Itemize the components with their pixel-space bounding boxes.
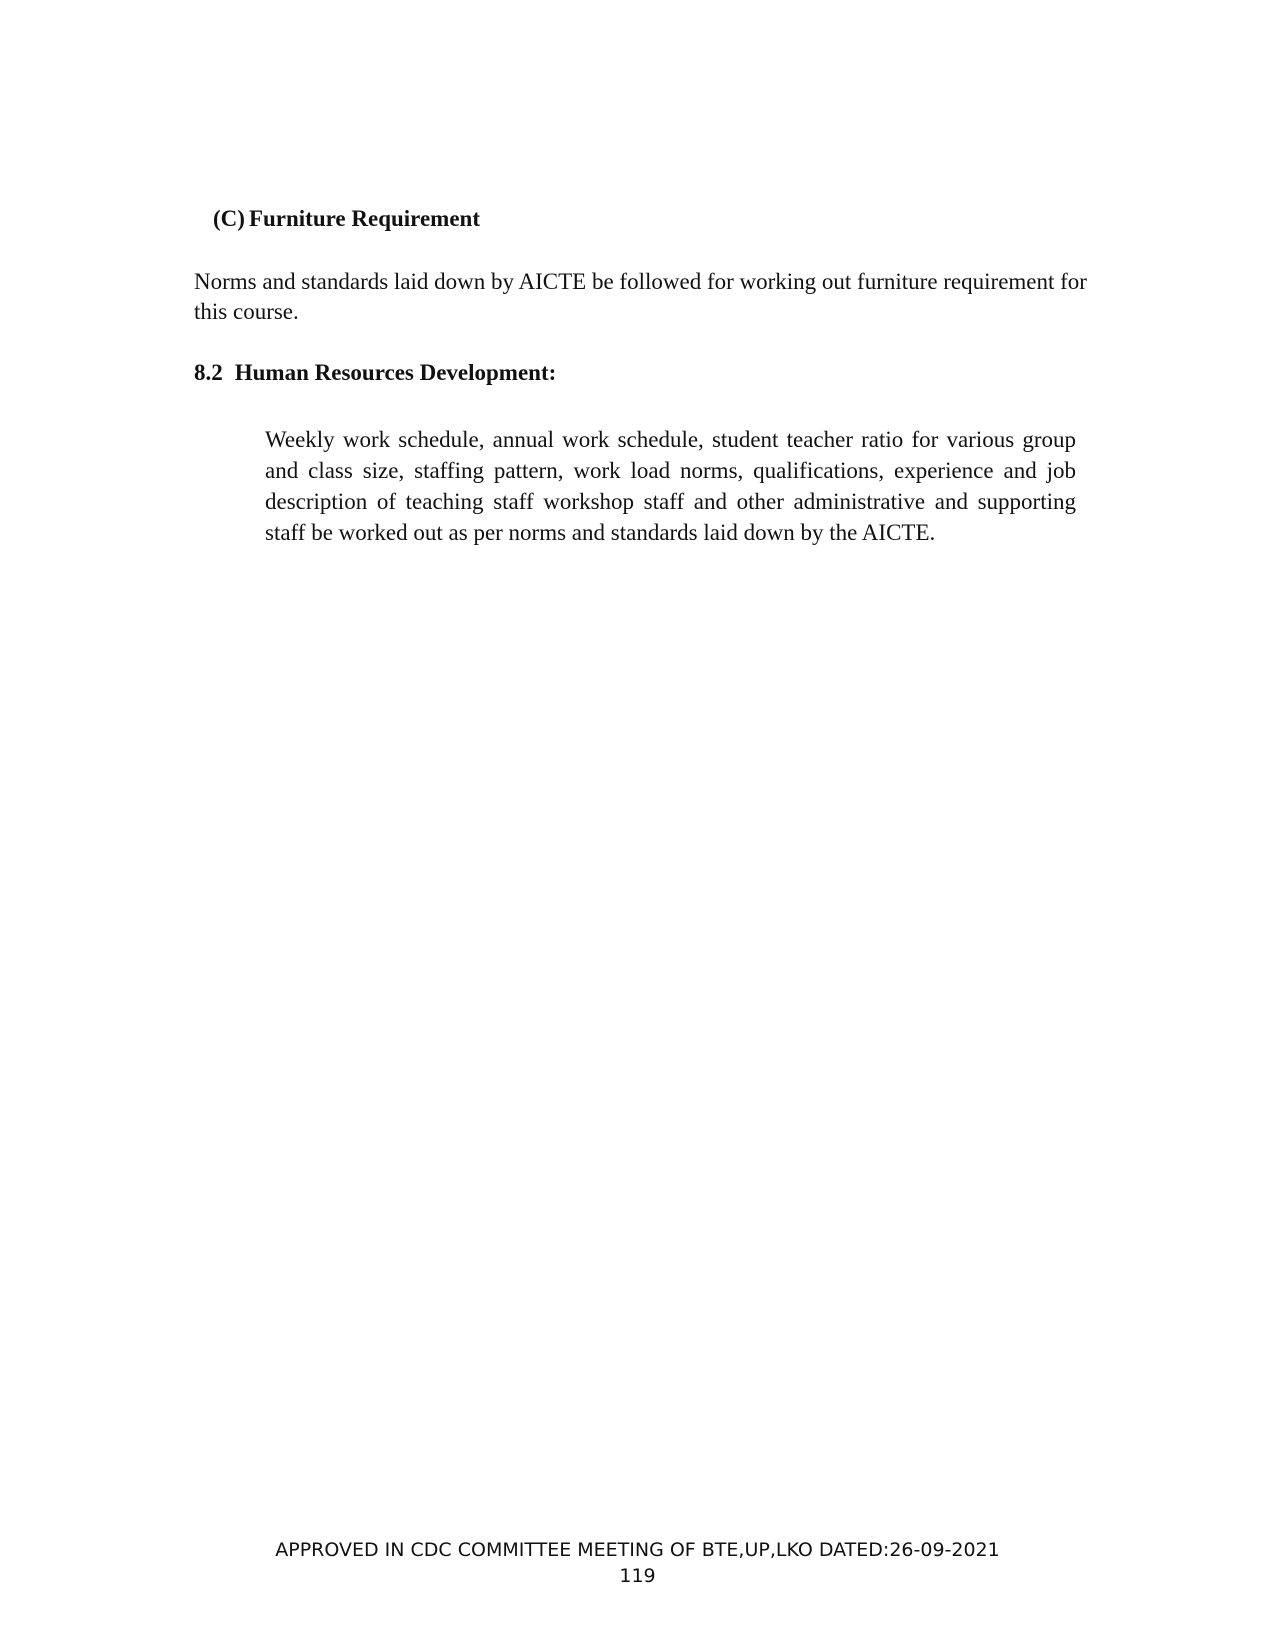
footer-approval-text: APPROVED IN CDC COMMITTEE MEETING OF BTE,UP,LKO DATED:26-09-2021 xyxy=(275,1539,1000,1561)
section-8-2-heading xyxy=(194,360,556,386)
section-c-heading xyxy=(213,206,480,232)
section-c-title: Furniture Requirement xyxy=(248,206,480,231)
section-8-2-title: Human Resources Development: xyxy=(234,360,557,385)
page-number: 119 xyxy=(619,1565,656,1587)
page-footer xyxy=(0,1537,1275,1589)
section-8-2-number: 8.2 xyxy=(194,360,223,385)
section-c-paragraph: Norms and standards laid down by AICTE be followed for working out furniture requirement for this course. xyxy=(194,269,1087,324)
section-c-marker: (C) xyxy=(213,206,245,231)
section-8-2-paragraph: Weekly work schedule, annual work schedule, student teacher ratio for various group and class size, staffing pattern, work load norms, qualifications, experience and job description of teaching staff workshop staff and other administrative and supporting staff be worked out as per norms and standards laid down by the AICTE. xyxy=(265,427,1076,545)
